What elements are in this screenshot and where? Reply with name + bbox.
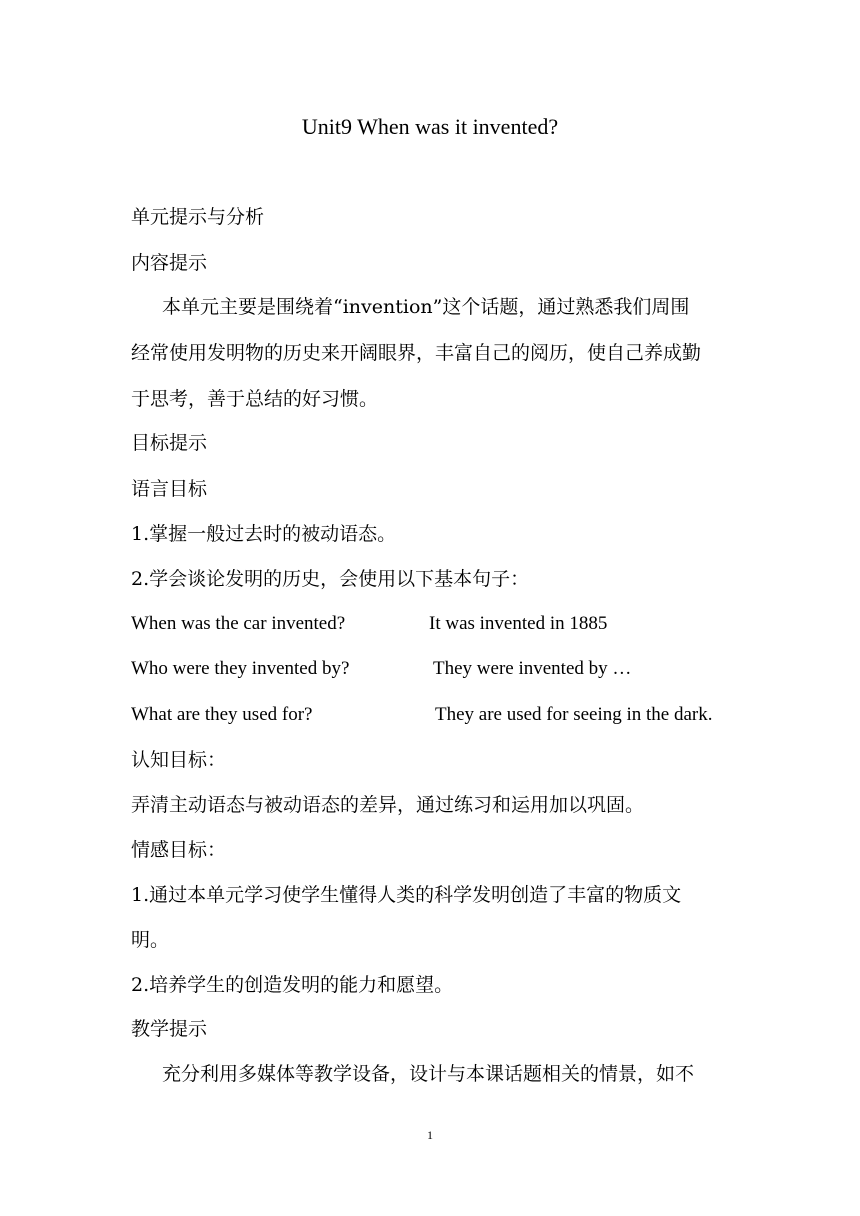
heading-teaching-hint: 教学提示: [131, 1018, 208, 1040]
paragraph-content-line-3: 于思考，善于总结的好习惯。: [131, 388, 379, 410]
cognitive-goal-text: 弄清主动语态与被动语态的差异，通过练习和运用加以巩固。: [131, 794, 645, 816]
language-goal-item-2: 2.学会谈论发明的历史，会使用以下基本句子：: [131, 568, 530, 590]
page-number: 1: [427, 1128, 433, 1142]
sentence-question-3: What are they used for?: [131, 704, 313, 725]
paragraph-teaching-line-1: 充分利用多媒体等教学设备，设计与本课话题相关的情景，如不: [162, 1063, 695, 1085]
emotion-goal-item-1-line-1: 1.通过本单元学习使学生懂得人类的科学发明创造了丰富的物质文: [131, 884, 682, 906]
paragraph-content-line-2: 经常使用发明物的历史来开阔眼界，丰富自己的阅历，使自己养成勤: [131, 342, 702, 364]
heading-cognitive-goal: 认知目标：: [131, 749, 227, 771]
heading-language-goal: 语言目标: [131, 478, 208, 500]
heading-unit-hint: 单元提示与分析: [131, 206, 265, 228]
emotion-goal-item-2: 2.培养学生的创造发明的能力和愿望。: [131, 974, 454, 996]
sentence-question-2: Who were they invented by?: [131, 658, 350, 679]
heading-content-hint: 内容提示: [131, 252, 208, 274]
emotion-goal-item-1-line-2: 明。: [131, 929, 170, 951]
document-title: Unit9 When was it invented?: [301, 114, 559, 139]
heading-goal-hint: 目标提示: [131, 432, 208, 454]
language-goal-item-1: 1.掌握一般过去时的被动语态。: [131, 523, 397, 545]
paragraph-content-line-1: 本单元主要是围绕着“invention”这个话题，通过熟悉我们周围: [162, 296, 690, 318]
sentence-answer-1: It was invented in 1885: [429, 613, 608, 634]
sentence-question-1: When was the car invented?: [131, 613, 346, 634]
sentence-answer-2: They were invented by …: [433, 658, 632, 679]
heading-emotion-goal: 情感目标：: [131, 839, 227, 861]
sentence-answer-3: They are used for seeing in the dark.: [435, 704, 713, 725]
